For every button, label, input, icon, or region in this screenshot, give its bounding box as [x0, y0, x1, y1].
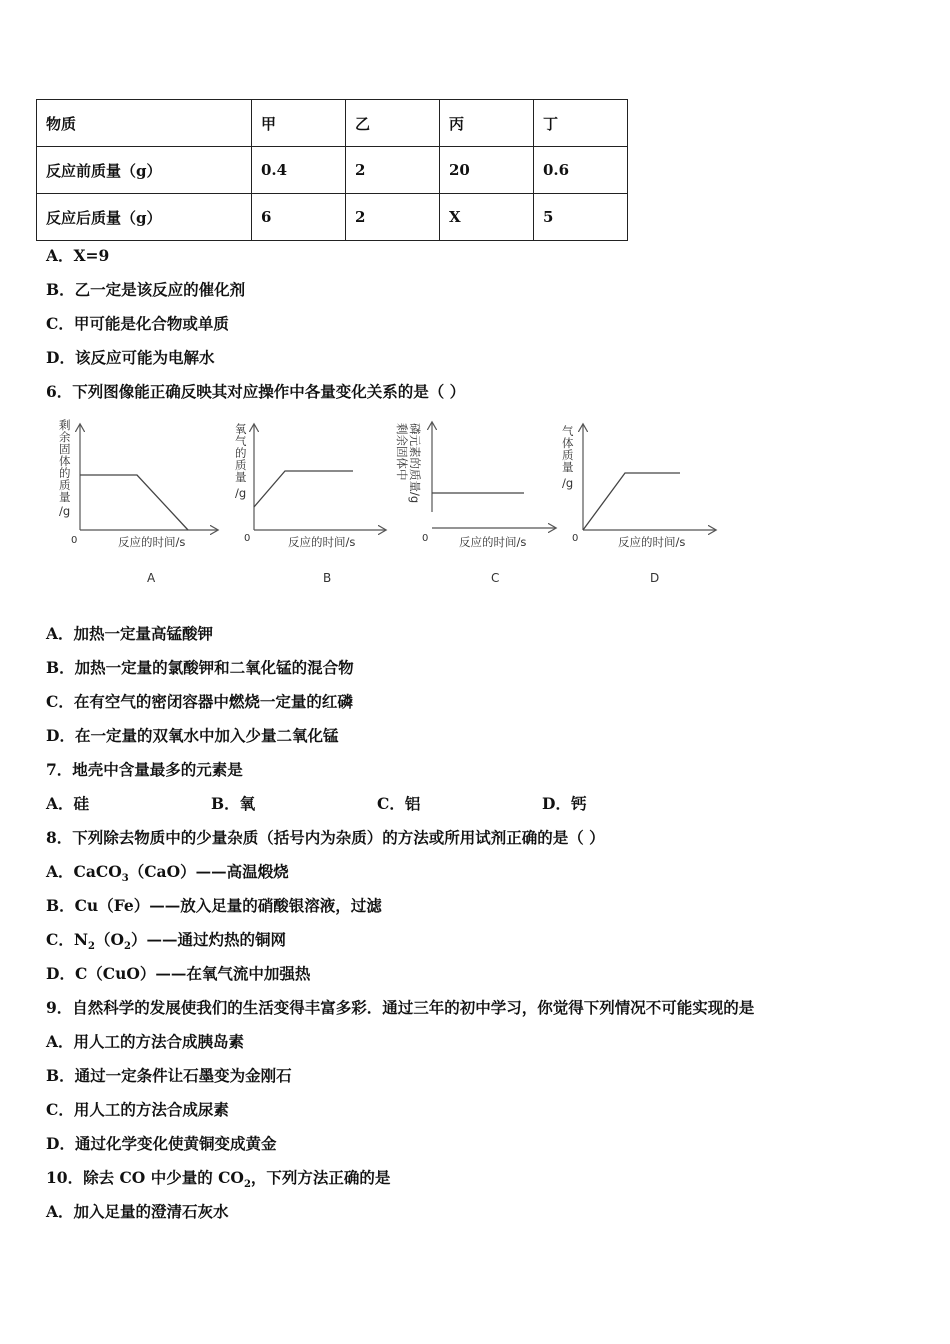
q6-stem: 6．下列图像能正确反映其对应操作中各量变化关系的是（ ）: [46, 382, 466, 401]
graph-a-ylabel-7: /g: [59, 504, 71, 518]
q5-option-d: D．该反应可能为电解水: [46, 348, 215, 367]
q7-option-d: D．钙: [542, 794, 587, 813]
q6-option-d: D．在一定量的双氧水中加入少量二氧化锰: [46, 726, 339, 745]
table-cell: 物质: [37, 100, 252, 147]
q7-options: [46, 794, 646, 814]
q6-option-c: C．在有空气的密闭容器中燃烧一定量的红磷: [46, 692, 353, 711]
table-row: [37, 100, 628, 147]
graph-d-ylabel-1: 体: [562, 436, 574, 450]
q10-option-a: A．加入足量的澄清石灰水: [46, 1202, 229, 1221]
graph-a-ylabel-0: 剩: [59, 418, 71, 432]
graph-b-xlabel: 反应的时间/s: [288, 535, 356, 549]
q8-option-c: C．$N_2(O_2)——$通过灼热的铜网: [46, 930, 286, 953]
graph-c-ylabel-0: 磷元素的质量/g: [408, 423, 422, 504]
table-cell: 5: [534, 194, 628, 241]
table-cell: 反应后质量（g）: [37, 194, 252, 241]
table-cell: X: [440, 194, 534, 241]
q7-option-a: A．硅: [46, 794, 90, 813]
q5-option-b: B．乙一定是该反应的催化剂: [46, 280, 246, 299]
graph-b-ylabel-0: 氧: [235, 422, 247, 436]
graph-b-caption: B: [323, 571, 332, 585]
table-row: [37, 194, 628, 241]
q9-option-b: B．通过一定条件让石墨变为金刚石: [46, 1066, 292, 1085]
graph-d-caption: D: [650, 571, 660, 585]
table-cell: 2: [346, 194, 440, 241]
mass-table: [36, 99, 628, 241]
q8-option-a: A．CaCO$_3$（CaO）——高温煅烧: [46, 862, 289, 885]
table-row: [37, 147, 628, 194]
graph-d-ylabel-4: /g: [562, 476, 574, 490]
table-cell: 丙: [440, 100, 534, 147]
graph-d-ylabel-3: 量: [562, 460, 574, 474]
q6-option-b: B．加热一定量的氯酸钾和二氧化锰的混合物: [46, 658, 354, 677]
graph-d-ylabel-0: 气: [562, 424, 574, 438]
table-cell: 丁: [534, 100, 628, 147]
q7-option-c: C．铝: [377, 794, 421, 813]
table-cell: 0.6: [534, 147, 628, 194]
q8-option-b: B．Cu（Fe）——放入足量的硝酸银溶液，过滤: [46, 896, 382, 915]
table-cell: 乙: [346, 100, 440, 147]
graph-a-ylabel-5: 质: [59, 478, 71, 492]
graph-a-line: [80, 475, 188, 530]
graph-d-ylabel-2: 质: [562, 448, 574, 462]
graph-c-origin: 0: [422, 533, 429, 544]
q9-option-d: D．通过化学变化使黄铜变成黄金: [46, 1134, 277, 1153]
graph-b-origin: 0: [244, 533, 251, 544]
graph-a-ylabel-3: 体: [59, 454, 71, 468]
graph-d-origin: 0: [572, 533, 579, 544]
graph-c: [395, 423, 555, 585]
graph-a-origin: 0: [71, 535, 78, 546]
graph-a-ylabel-4: 的: [59, 466, 71, 480]
graph-b-line: [254, 471, 353, 507]
graph-b-ylabel-5: /g: [235, 486, 247, 500]
q8-stem: 8．下列除去物质中的少量杂质（括号内为杂质）的方法或所用试剂正确的是（ ）: [46, 828, 605, 847]
q8-option-d: D．C（CuO）——在氧气流中加强热: [46, 964, 311, 983]
table-cell: 甲: [252, 100, 346, 147]
q7-option-b: B．氧: [211, 794, 256, 813]
table-cell: 0.4: [252, 147, 346, 194]
q10-stem: 10．除去 CO 中少量的 $CO_2$，下列方法正确的是: [46, 1168, 391, 1191]
q9-option-a: A．用人工的方法合成胰岛素: [46, 1032, 245, 1051]
graph-b-ylabel-2: 的: [235, 446, 247, 460]
q6-graphs: [55, 415, 735, 595]
q9-option-c: C．用人工的方法合成尿素: [46, 1100, 229, 1119]
graph-d-xlabel: 反应的时间/s: [618, 535, 686, 549]
graph-c-ylabel-1: 剩余固体中: [395, 423, 409, 481]
graph-c-caption: C: [491, 571, 500, 585]
graph-a-xlabel: 反应的时间/s: [118, 535, 186, 549]
graph-a-ylabel-6: 量: [59, 490, 71, 504]
table-cell: 2: [346, 147, 440, 194]
q9-stem: 9．自然科学的发展使我们的生活变得丰富多彩．通过三年的初中学习，你觉得下列情况不可能实现的是: [46, 998, 755, 1017]
q5-option-c: C．甲可能是化合物或单质: [46, 314, 229, 333]
q7-stem: 7．地壳中含量最多的元素是: [46, 760, 243, 779]
table-cell: 20: [440, 147, 534, 194]
q5-option-a: A．X=9: [46, 246, 110, 265]
graph-c-xlabel: 反应的时间/s: [459, 535, 527, 549]
table-cell: 6: [252, 194, 346, 241]
graph-b-ylabel-4: 量: [235, 470, 247, 484]
graph-a-caption: A: [147, 571, 156, 585]
graph-a: [59, 418, 217, 585]
graph-a-ylabel-1: 余: [59, 430, 71, 444]
graph-a-ylabel-2: 固: [59, 442, 71, 456]
graph-b-ylabel-3: 质: [235, 458, 247, 472]
graph-b: [235, 422, 385, 585]
graph-d-line: [583, 473, 680, 530]
graph-b-ylabel-1: 气: [235, 434, 247, 448]
table-cell: 反应前质量（g）: [37, 147, 252, 194]
q6-option-a: A．加热一定量高锰酸钾: [46, 624, 214, 643]
graph-d: [562, 424, 715, 585]
